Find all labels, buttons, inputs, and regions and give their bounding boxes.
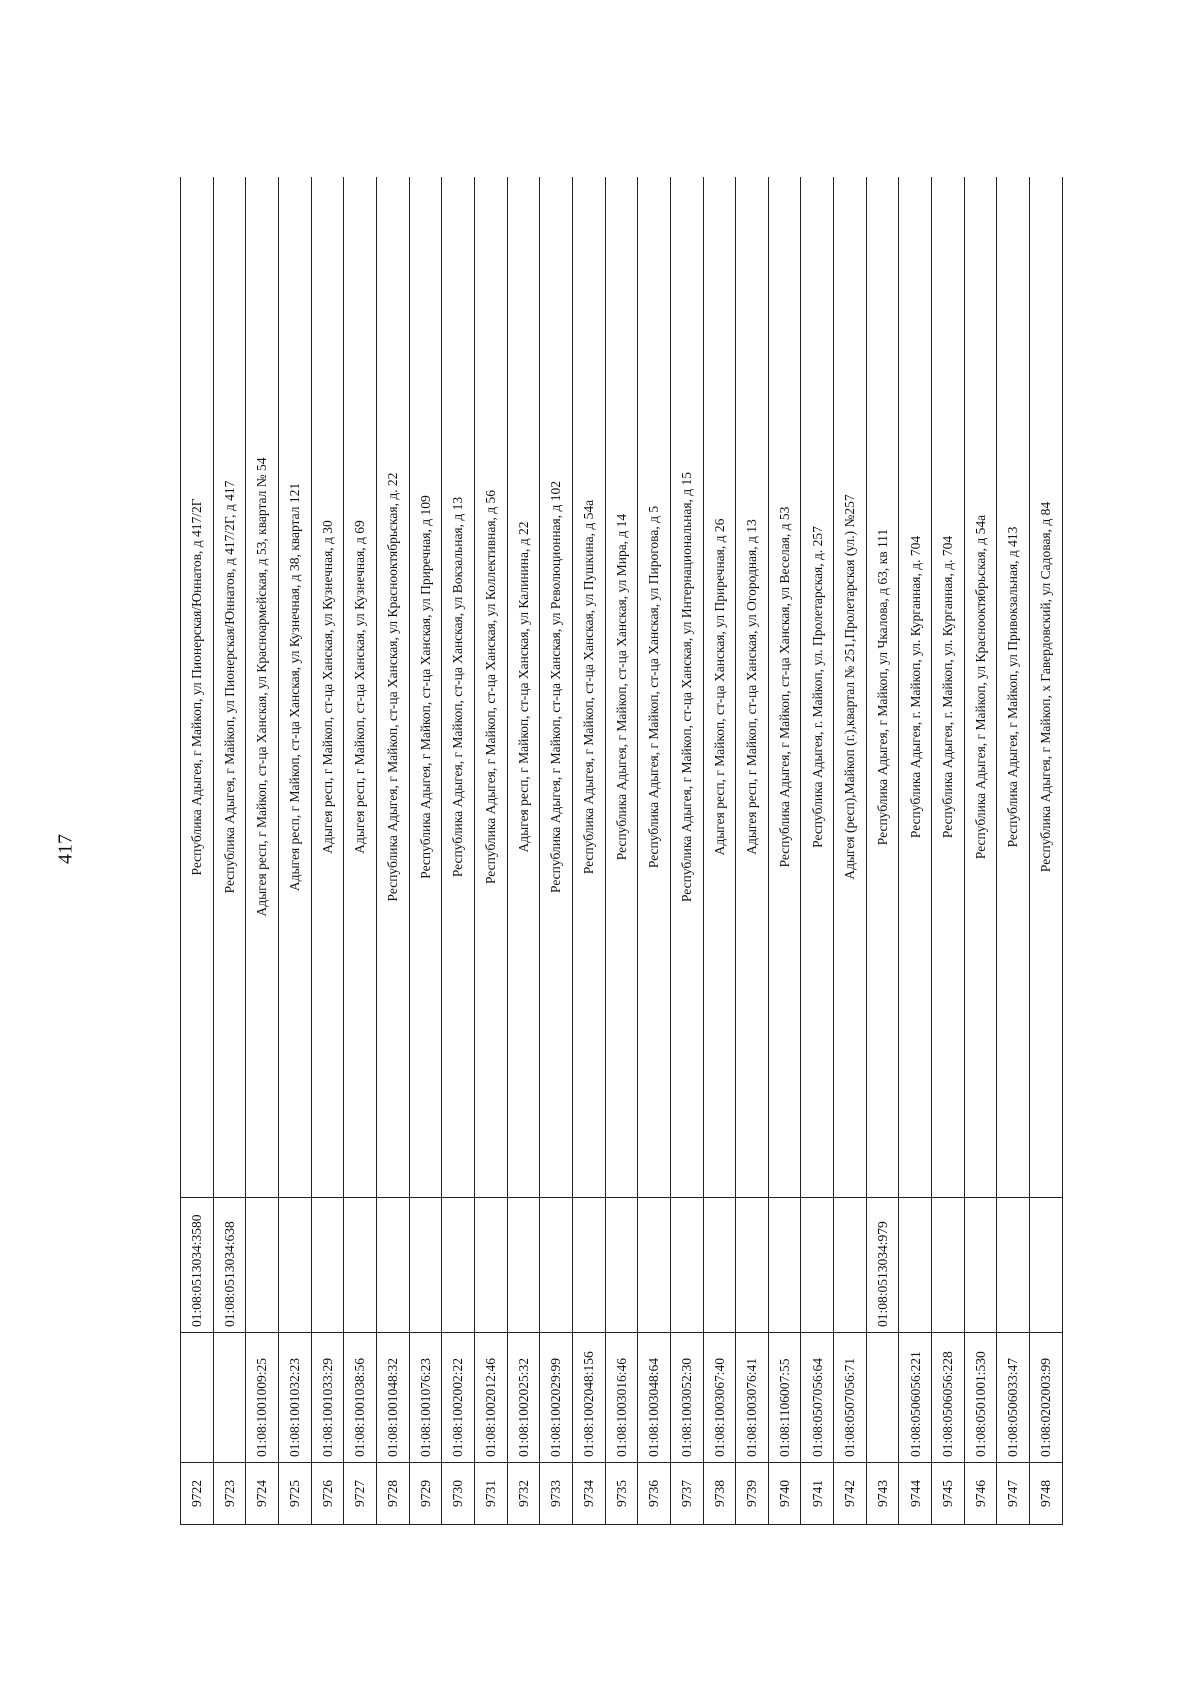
table-row xyxy=(474,177,507,1525)
building-cadastral-number-cell xyxy=(670,1198,703,1333)
cadastral-number-cell: 01:08:1001038:56 xyxy=(344,1333,377,1463)
cadastral-number-cell: 01:08:0501001:530 xyxy=(964,1333,997,1463)
table-row xyxy=(605,177,638,1525)
address-cell: Адыгея респ, г Майкоп, ст-ца Ханская, ул Кузнечная, д 30 xyxy=(311,177,344,1198)
building-cadastral-number-cell xyxy=(344,1198,377,1333)
row-number-cell: 9742 xyxy=(834,1463,867,1525)
table-row xyxy=(834,177,867,1525)
cadastral-number-cell: 01:08:0202003:99 xyxy=(1030,1333,1063,1463)
address-cell: Республика Адыгея, г Майкоп, ст-ца Ханская, ул Интернациональная, д 15 xyxy=(670,177,703,1198)
row-number-cell: 9738 xyxy=(703,1463,736,1525)
cadastral-number-cell: 01:08:1002048:156 xyxy=(572,1333,605,1463)
address-cell: Республика Адыгея, г Майкоп, ст-ца Ханская, ул Мира, д 14 xyxy=(605,177,638,1198)
building-cadastral-number-cell xyxy=(703,1198,736,1333)
row-number-cell: 9734 xyxy=(572,1463,605,1525)
row-number-cell: 9744 xyxy=(899,1463,932,1525)
building-cadastral-number-cell xyxy=(278,1198,311,1333)
cadastral-number-cell: 01:08:1003048:64 xyxy=(638,1333,671,1463)
row-number-cell: 9733 xyxy=(540,1463,573,1525)
registry-table-body xyxy=(181,177,1063,1525)
address-cell: Республика Адыгея, г Майкоп, ст-ца Ханская, ул Вокзальная, д 13 xyxy=(442,177,475,1198)
row-number-cell: 9729 xyxy=(409,1463,442,1525)
row-number-cell: 9748 xyxy=(1030,1463,1063,1525)
address-cell: Адыгея респ, г Майкоп, ст-ца Ханская, ул Кузнечная, д 38, квартал 121 xyxy=(278,177,311,1198)
address-cell: Адыгея (респ),Майкоп (г.),квартал № 251,Пролетарская (ул.) №257 xyxy=(834,177,867,1198)
registry-table-frame xyxy=(180,177,1063,1525)
registry-table-rotated xyxy=(180,177,1063,1525)
table-row xyxy=(703,177,736,1525)
building-cadastral-number-cell xyxy=(736,1198,769,1333)
building-cadastral-number-cell xyxy=(442,1198,475,1333)
row-number-cell: 9728 xyxy=(376,1463,409,1525)
address-cell: Республика Адыгея, г. Майкоп, ул. Курганная, д. 704 xyxy=(932,177,965,1198)
table-row xyxy=(638,177,671,1525)
row-number-cell: 9730 xyxy=(442,1463,475,1525)
cadastral-number-cell: 01:08:1002025:32 xyxy=(507,1333,540,1463)
row-number-cell: 9746 xyxy=(964,1463,997,1525)
building-cadastral-number-cell: 01:08:0513034:638 xyxy=(213,1198,246,1333)
building-cadastral-number-cell xyxy=(311,1198,344,1333)
table-row xyxy=(344,177,377,1525)
row-number-cell: 9723 xyxy=(213,1463,246,1525)
table-row xyxy=(181,177,214,1525)
address-cell: Республика Адыгея, г Майкоп, ст-ца Ханская, ул Пирогова, д 5 xyxy=(638,177,671,1198)
address-cell: Республика Адыгея, г Майкоп, ст-ца Ханская, ул Коллективная, д 56 xyxy=(474,177,507,1198)
table-row xyxy=(964,177,997,1525)
row-number-cell: 9727 xyxy=(344,1463,377,1525)
cadastral-number-cell: 01:08:1003076:41 xyxy=(736,1333,769,1463)
row-number-cell: 9731 xyxy=(474,1463,507,1525)
cadastral-number-cell: 01:08:1001076:23 xyxy=(409,1333,442,1463)
building-cadastral-number-cell xyxy=(997,1198,1030,1333)
address-cell: Республика Адыгея, г Майкоп, ст-ца Ханская, ул Краснооктябрьская, д. 22 xyxy=(376,177,409,1198)
address-cell: Республика Адыгея, г Майкоп, ст-ца Ханская, ул Пушкина, д 54а xyxy=(572,177,605,1198)
address-cell: Республика Адыгея, г Майкоп, х Гавердовский, ул Садовая, д 84 xyxy=(1030,177,1063,1198)
table-row xyxy=(801,177,834,1525)
cadastral-number-cell: 01:08:0506056:221 xyxy=(899,1333,932,1463)
address-cell: Адыгея респ, г Майкоп, ст-ца Ханская, ул Огородная, д 13 xyxy=(736,177,769,1198)
address-cell: Адыгея респ, г Майкоп, ст-ца Ханская, ул Калинина, д 22 xyxy=(507,177,540,1198)
cadastral-number-cell: 01:08:0506033:47 xyxy=(997,1333,1030,1463)
table-row xyxy=(1030,177,1063,1525)
building-cadastral-number-cell xyxy=(932,1198,965,1333)
address-cell: Адыгея респ, г Майкоп, ст-ца Ханская, ул Красноармейская, д 53, квартал № 54 xyxy=(246,177,279,1198)
building-cadastral-number-cell xyxy=(507,1198,540,1333)
table-row xyxy=(866,177,899,1525)
address-cell: Республика Адыгея, г. Майкоп, ул. Курганная, д. 704 xyxy=(899,177,932,1198)
table-row xyxy=(540,177,573,1525)
table-row xyxy=(670,177,703,1525)
building-cadastral-number-cell xyxy=(638,1198,671,1333)
building-cadastral-number-cell xyxy=(1030,1198,1063,1333)
address-cell: Адыгея респ, г Майкоп, ст-ца Ханская, ул Приречная, д 26 xyxy=(703,177,736,1198)
building-cadastral-number-cell xyxy=(768,1198,801,1333)
address-cell: Адыгея респ, г Майкоп, ст-ца Ханская, ул Кузнечная, д 69 xyxy=(344,177,377,1198)
cadastral-number-cell xyxy=(181,1333,214,1463)
row-number-cell: 9726 xyxy=(311,1463,344,1525)
table-row xyxy=(376,177,409,1525)
address-cell: Республика Адыгея, г Майкоп, ст-ца Ханская, ул Веселая, д 53 xyxy=(768,177,801,1198)
cadastral-number-cell: 01:08:1003016:46 xyxy=(605,1333,638,1463)
cadastral-number-cell: 01:08:1002029:99 xyxy=(540,1333,573,1463)
cadastral-number-cell: 01:08:1001009:25 xyxy=(246,1333,279,1463)
address-cell: Республика Адыгея, г Майкоп, ул Чкалова, д 63, кв 111 xyxy=(866,177,899,1198)
table-row xyxy=(572,177,605,1525)
row-number-cell: 9724 xyxy=(246,1463,279,1525)
row-number-cell: 9732 xyxy=(507,1463,540,1525)
row-number-cell: 9747 xyxy=(997,1463,1030,1525)
cadastral-number-cell xyxy=(213,1333,246,1463)
row-number-cell: 9722 xyxy=(181,1463,214,1525)
table-row xyxy=(997,177,1030,1525)
row-number-cell: 9740 xyxy=(768,1463,801,1525)
table-row xyxy=(409,177,442,1525)
cadastral-number-cell: 01:08:0507056:64 xyxy=(801,1333,834,1463)
cadastral-number-cell: 01:08:1003052:30 xyxy=(670,1333,703,1463)
table-row xyxy=(213,177,246,1525)
cadastral-number-cell: 01:08:0506056:228 xyxy=(932,1333,965,1463)
cadastral-number-cell: 01:08:1003067:40 xyxy=(703,1333,736,1463)
address-cell: Республика Адыгея, г Майкоп, ст-ца Ханская, ул Революционная, д 102 xyxy=(540,177,573,1198)
address-cell: Республика Адыгея, г. Майкоп, ул. Пролетарская, д. 257 xyxy=(801,177,834,1198)
table-row xyxy=(278,177,311,1525)
cadastral-number-cell: 01:08:1001048:32 xyxy=(376,1333,409,1463)
building-cadastral-number-cell xyxy=(540,1198,573,1333)
cadastral-number-cell: 01:08:1106007:55 xyxy=(768,1333,801,1463)
row-number-cell: 9736 xyxy=(638,1463,671,1525)
table-row xyxy=(768,177,801,1525)
row-number-cell: 9743 xyxy=(866,1463,899,1525)
address-cell: Республика Адыгея, г Майкоп, ул Пионерская/Юннатов, д 417/2Г xyxy=(181,177,214,1198)
row-number-cell: 9725 xyxy=(278,1463,311,1525)
building-cadastral-number-cell: 01:08:0513034:3580 xyxy=(181,1198,214,1333)
cadastral-number-cell: 01:08:0507056:71 xyxy=(834,1333,867,1463)
row-number-cell: 9745 xyxy=(932,1463,965,1525)
building-cadastral-number-cell xyxy=(605,1198,638,1333)
table-row xyxy=(311,177,344,1525)
table-row xyxy=(736,177,769,1525)
building-cadastral-number-cell xyxy=(409,1198,442,1333)
page-number: 417 xyxy=(54,834,77,864)
table-row xyxy=(507,177,540,1525)
building-cadastral-number-cell xyxy=(964,1198,997,1333)
row-number-cell: 9741 xyxy=(801,1463,834,1525)
table-row xyxy=(442,177,475,1525)
row-number-cell: 9739 xyxy=(736,1463,769,1525)
building-cadastral-number-cell xyxy=(801,1198,834,1333)
building-cadastral-number-cell xyxy=(834,1198,867,1333)
cadastral-number-cell: 01:08:1002012:46 xyxy=(474,1333,507,1463)
cadastral-number-cell: 01:08:1001032:23 xyxy=(278,1333,311,1463)
row-number-cell: 9735 xyxy=(605,1463,638,1525)
address-cell: Республика Адыгея, г Майкоп, ул Пионерская/Юннатов, д 417/2Г, д 417 xyxy=(213,177,246,1198)
row-number-cell: 9737 xyxy=(670,1463,703,1525)
registry-table xyxy=(180,177,1063,1525)
cadastral-number-cell: 01:08:1001033:29 xyxy=(311,1333,344,1463)
building-cadastral-number-cell xyxy=(376,1198,409,1333)
cadastral-number-cell xyxy=(866,1333,899,1463)
building-cadastral-number-cell xyxy=(899,1198,932,1333)
building-cadastral-number-cell xyxy=(572,1198,605,1333)
table-row xyxy=(246,177,279,1525)
building-cadastral-number-cell xyxy=(474,1198,507,1333)
table-row xyxy=(932,177,965,1525)
table-row xyxy=(899,177,932,1525)
building-cadastral-number-cell: 01:08:0513034:979 xyxy=(866,1198,899,1333)
building-cadastral-number-cell xyxy=(246,1198,279,1333)
address-cell: Республика Адыгея, г Майкоп, ст-ца Ханская, ул Приречная, д 109 xyxy=(409,177,442,1198)
address-cell: Республика Адыгея, г Майкоп, ул Краснооктябрьская, д 54а xyxy=(964,177,997,1198)
address-cell: Республика Адыгея, г Майкоп, ул Привокзальная, д 413 xyxy=(997,177,1030,1198)
cadastral-number-cell: 01:08:1002002:22 xyxy=(442,1333,475,1463)
